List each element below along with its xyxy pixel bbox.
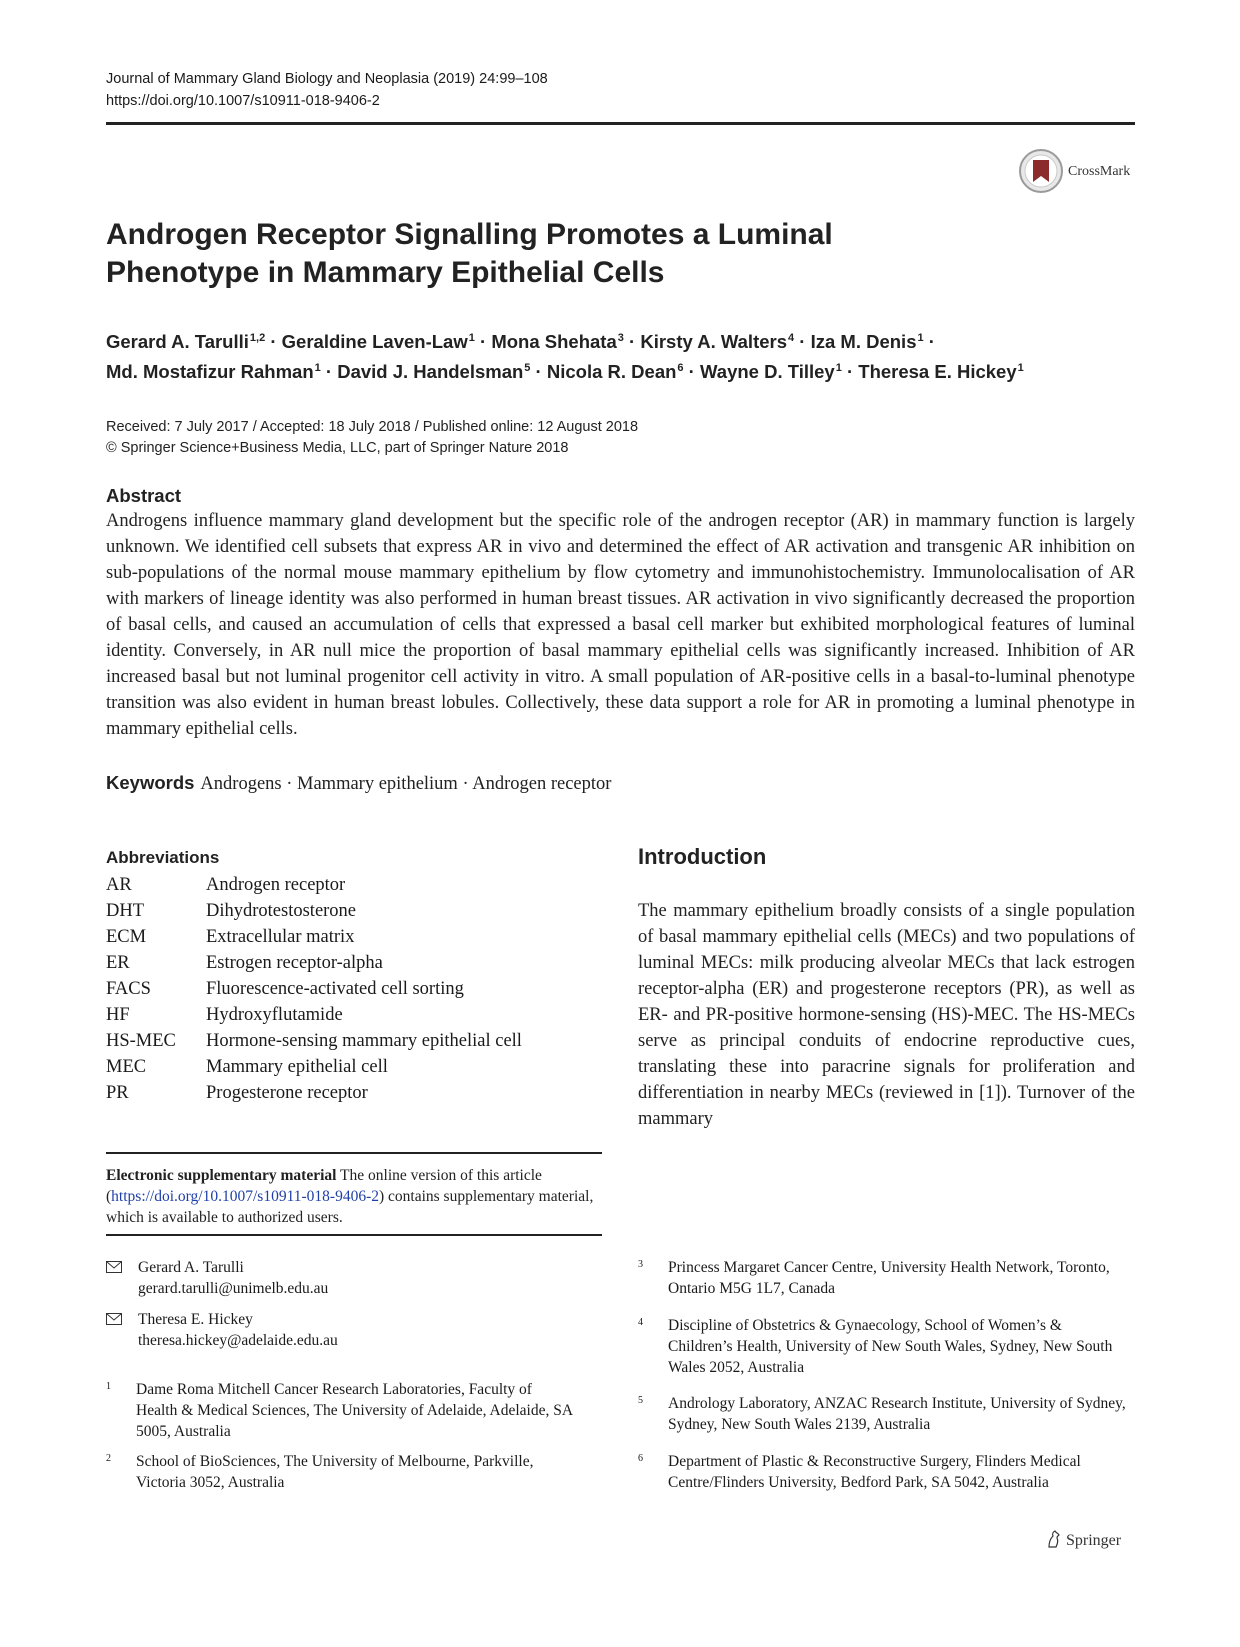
abbreviation-row: [106, 1028, 522, 1054]
author-affil: 1: [917, 332, 924, 344]
author-name[interactable]: Iza M. Denis: [810, 331, 917, 352]
affiliation-1: [106, 1379, 576, 1442]
esm-bottom-rule: [106, 1234, 602, 1236]
esm-text-end: ) contains supplementary material, which is available to authorized users.: [106, 1188, 594, 1226]
abbreviation-row: [106, 1054, 522, 1080]
author-affil: 1: [468, 332, 475, 344]
contact-name: Gerard A. Tarulli: [138, 1259, 244, 1276]
abbr-key: HS-MEC: [106, 1031, 176, 1051]
contact-tarulli: [106, 1257, 602, 1299]
title-line-2: Phenotype in Mammary Epithelial Cells: [106, 256, 665, 289]
author-affil: 3: [617, 332, 624, 344]
author-name[interactable]: Theresa E. Hickey: [858, 361, 1017, 382]
abbreviations-heading: Abbreviations: [106, 848, 220, 867]
keywords-list: Androgens · Mammary epithelium · Androgen receptor: [200, 774, 612, 794]
esm-link[interactable]: https://doi.org/10.1007/s10911-018-9406-2: [111, 1188, 379, 1205]
affiliation-text: Dame Roma Mitchell Cancer Research Laboratories, Faculty of Health & Medical Sciences, The University of Adelaide, Adelaide, SA 5005, Australia: [136, 1381, 573, 1440]
author-affil: 1: [314, 362, 321, 374]
publisher-logo: [1046, 1530, 1121, 1550]
affiliation-number: 1: [106, 1381, 111, 1392]
affiliation-text: Andrology Laboratory, ANZAC Research Institute, University of Sydney, Sydney, New South Wales 2139, Australia: [668, 1395, 1126, 1433]
author-name[interactable]: Wayne D. Tilley: [700, 361, 835, 382]
abbr-value: Fluorescence-activated cell sorting: [206, 979, 464, 999]
abbr-key: AR: [106, 875, 132, 895]
abbr-value: Estrogen receptor-alpha: [206, 953, 383, 973]
abstract-text: Androgens influence mammary gland development but the specific role of the androgen receptor (AR) in mammary function is largely unknown. We identified cell subsets that express AR in vivo and determined the effect of AR activation and transgenic AR inhibition on sub-populations of the normal mouse mammary epithelium by flow cytometry and immunohistochemistry. Immunolocalisation of AR with markers of lineage identity was also performed in human breast tissues. AR activation in vivo significantly decreased the proportion of basal cells, and caused an accumulation of cells that expressed a basal cell marker but exhibited morphological features of luminal identity. Conversely, in AR null mice the proportion of basal mammary epithelial cells was significantly increased. Inhibition of AR increased basal but not luminal progenitor cell activity in vitro. A small population of AR-positive cells in a basal-to-luminal phenotype transition was also evident in human breast lobules. Collectively, these data support a role for AR in promoting a luminal phenotype in mammary epithelial cells.: [106, 511, 1135, 739]
doi-link[interactable]: https://doi.org/10.1007/s10911-018-9406-2: [106, 93, 380, 109]
esm-top-rule: [106, 1152, 602, 1154]
author-name[interactable]: Kirsty A. Walters: [640, 331, 788, 352]
supplementary-note: [106, 1165, 602, 1228]
affiliation-number: 4: [638, 1317, 643, 1328]
springer-horse-icon: [1046, 1530, 1062, 1548]
affiliation-number: 5: [638, 1395, 643, 1406]
abbr-key: ER: [106, 953, 130, 973]
abbr-value: Hydroxyflutamide: [206, 1005, 343, 1025]
affiliation-6: [638, 1451, 1128, 1493]
author-name[interactable]: Md. Mostafizur Rahman: [106, 361, 314, 382]
author-line-2: Md. Mostafizur Rahman$^1$ · David J. Handelsman$^5$ · Nicola R. Dean$^6$ · Wayne D. Tilley$^1$ · Theresa E. Hickey$^1$: [106, 361, 1024, 382]
abbreviation-row: [106, 950, 522, 976]
author-name[interactable]: Gerard A. Tarulli: [106, 331, 249, 352]
abbreviation-row: [106, 1080, 522, 1106]
author-affil: 1: [1017, 362, 1024, 374]
affiliation-number: 6: [638, 1453, 643, 1464]
copyright-line: © Springer Science+Business Media, LLC, part of Springer Nature 2018: [106, 440, 569, 456]
abbr-key: PR: [106, 1083, 129, 1103]
affiliation-2: [106, 1451, 576, 1493]
journal-citation: Journal of Mammary Gland Biology and Neoplasia (2019) 24:99–108: [106, 71, 548, 87]
keywords-label: Keywords: [106, 772, 195, 793]
abbr-value: Progesterone receptor: [206, 1083, 368, 1103]
abbr-key: ECM: [106, 927, 147, 947]
esm-text: The online version of this article (: [106, 1167, 542, 1205]
author-line-1: Gerard A. Tarulli$^{1,2}$ · Geraldine Laven-Law$^1$ · Mona Shehata$^3$ · Kirsty A. Walters$^4$ · Iza M. Denis$^1$ ·: [106, 331, 935, 352]
abbr-value: Mammary epithelial cell: [206, 1057, 388, 1077]
abbr-value: Hormone-sensing mammary epithelial cell: [206, 1031, 522, 1051]
crossmark-label: CrossMark: [1068, 164, 1131, 179]
author-name[interactable]: Nicola R. Dean: [546, 361, 677, 382]
envelope-icon: [106, 1313, 122, 1325]
author-list: [106, 325, 1136, 385]
affiliation-3: [638, 1257, 1128, 1299]
abbreviation-row: [106, 976, 522, 1002]
abbreviation-row: [106, 898, 522, 924]
author-name[interactable]: Geraldine Laven-Law: [281, 331, 468, 352]
abbr-value: Extracellular matrix: [206, 927, 355, 947]
author-name[interactable]: David J. Handelsman: [337, 361, 524, 382]
esm-label: Electronic supplementary material: [106, 1167, 337, 1184]
contact-email[interactable]: theresa.hickey@adelaide.edu.au: [138, 1332, 338, 1349]
affiliation-number: 2: [106, 1453, 111, 1464]
affiliation-text: Department of Plastic & Reconstructive Surgery, Flinders Medical Centre/Flinders University, Bedford Park, SA 5042, Australia: [668, 1453, 1081, 1491]
author-affil: 4: [788, 332, 795, 344]
introduction-text: The mammary epithelium broadly consists of a single population of basal mammary epithelial cells (MECs) and two populations of luminal MECs: milk producing alveolar MECs that lack estrogen receptor-alpha (ER) and progesterone receptors (PR), as well as ER- and PR-positive hormone-sensing (HS)-MEC. The HS-MECs serve as principal conduits of endocrine reproductive cues, translating these into paracrine signals for proliferation and differentiation in nearby MECs (reviewed in [1]). Turnover of the mammary: [638, 901, 1135, 1129]
abbr-key: MEC: [106, 1057, 147, 1077]
dates-line: Received: 7 July 2017 / Accepted: 18 July 2018 / Published online: 12 August 2018: [106, 419, 639, 435]
abbreviation-row: [106, 1002, 522, 1028]
crossmark-badge[interactable]: [1018, 148, 1064, 199]
abbreviations-table: [106, 872, 522, 1106]
contact-hickey: [106, 1309, 602, 1351]
abbr-value: Androgen receptor: [206, 875, 346, 895]
article-title: [106, 216, 866, 292]
abbr-key: DHT: [106, 901, 145, 921]
publisher-name: Springer: [1066, 1532, 1122, 1549]
affiliation-text: School of BioSciences, The University of Melbourne, Parkville, Victoria 3052, Australia: [136, 1453, 534, 1491]
publication-dates: [106, 417, 638, 459]
abbreviation-row: [106, 924, 522, 950]
abbr-key: FACS: [106, 979, 151, 999]
affiliation-5: [638, 1393, 1128, 1435]
contact-name: Theresa E. Hickey: [138, 1311, 253, 1328]
abbr-value: Dihydrotestosterone: [206, 901, 357, 921]
crossmark-icon: [1018, 148, 1064, 194]
affiliation-number: 3: [638, 1259, 643, 1270]
author-affil: 1: [835, 362, 842, 374]
keywords: [106, 770, 611, 797]
affiliation-4: [638, 1315, 1128, 1378]
title-line-1: Androgen Receptor Signalling Promotes a Luminal: [106, 218, 833, 251]
author-affil: 6: [677, 362, 684, 374]
envelope-icon: [106, 1261, 122, 1273]
introduction-heading: Introduction: [638, 844, 767, 869]
affiliation-text: Princess Margaret Cancer Centre, University Health Network, Toronto, Ontario M5G 1L7, Canada: [668, 1259, 1110, 1297]
author-affil: 5: [524, 362, 531, 374]
abbr-key: HF: [106, 1005, 130, 1025]
header-rule: [106, 122, 1135, 125]
abstract-heading: Abstract: [106, 485, 182, 506]
abbreviation-row: [106, 872, 522, 898]
author-affil: 1,2: [249, 332, 266, 344]
author-name[interactable]: Mona Shehata: [491, 331, 617, 352]
affiliation-text: Discipline of Obstetrics & Gynaecology, School of Women’s & Children’s Health, University of New South Wales, Sydney, New South Wales 2052, Australia: [668, 1317, 1113, 1376]
contact-email[interactable]: gerard.tarulli@unimelb.edu.au: [138, 1280, 329, 1297]
